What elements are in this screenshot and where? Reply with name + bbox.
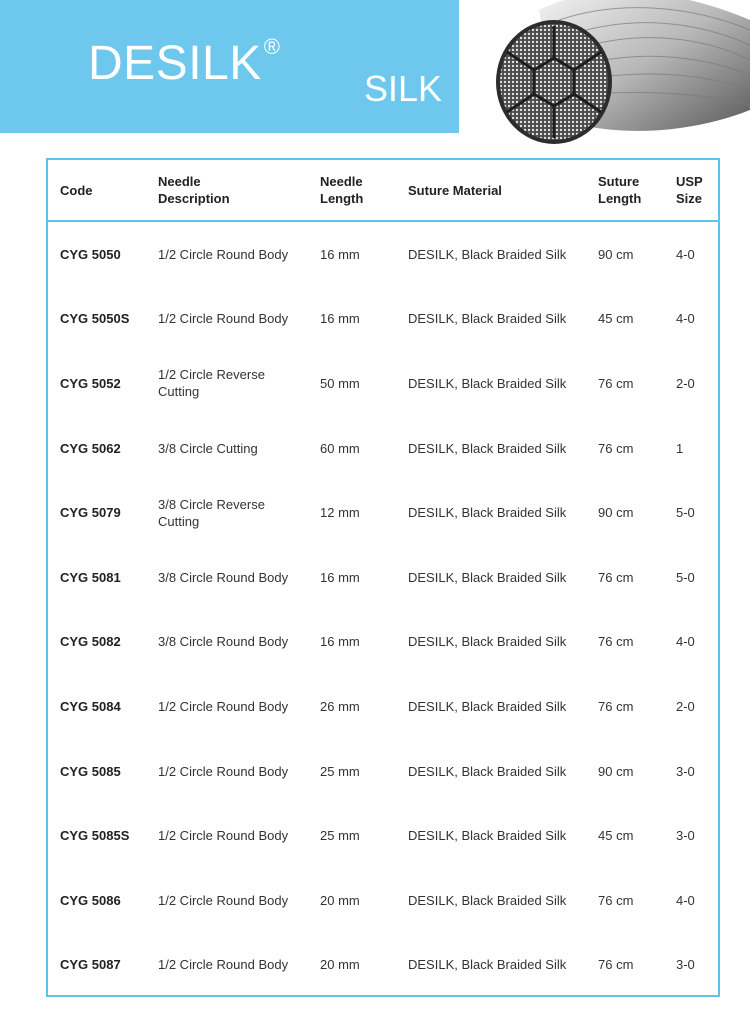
cell-suture-length: 45 cm <box>598 311 634 327</box>
table-row <box>48 545 718 610</box>
cell-suture-length: 90 cm <box>598 246 634 262</box>
cell-usp-size: 2-0 <box>676 698 695 714</box>
cell-suture-material: DESILK, Black Braided Silk <box>408 311 567 327</box>
cell-suture-length: 76 cm <box>598 892 634 908</box>
cell-code: CYG 5086 <box>60 892 121 908</box>
cell-needle-description: 3/8 Circle Reverse Cutting <box>158 496 265 529</box>
cell-needle-length: 12 mm <box>320 505 360 521</box>
cell-usp-size: 5-0 <box>676 505 695 521</box>
cell-suture-length: 90 cm <box>598 763 634 779</box>
cell-needle-length: 20 mm <box>320 957 360 973</box>
cell-usp-size: 3-0 <box>676 828 695 844</box>
table-row <box>48 803 718 868</box>
cell-suture-material: DESILK, Black Braided Silk <box>408 634 567 650</box>
cell-needle-description: 1/2 Circle Round Body <box>158 698 289 714</box>
cell-suture-length: 76 cm <box>598 634 634 650</box>
cell-code: CYG 5050 <box>60 246 121 262</box>
cell-suture-length: 76 cm <box>598 698 634 714</box>
cell-suture-material: DESILK, Black Braided Silk <box>408 763 567 779</box>
table-row <box>48 933 718 998</box>
cell-needle-length: 25 mm <box>320 763 360 779</box>
cell-suture-length: 76 cm <box>598 375 634 391</box>
header-banner <box>0 0 459 133</box>
cell-needle-length: 16 mm <box>320 246 360 262</box>
cell-suture-material: DESILK, Black Braided Silk <box>408 375 567 391</box>
registered-mark: ® <box>263 34 281 59</box>
cell-suture-length: 90 cm <box>598 505 634 521</box>
cell-suture-length: 76 cm <box>598 440 634 456</box>
cell-needle-length: 50 mm <box>320 375 360 391</box>
cell-usp-size: 4-0 <box>676 311 695 327</box>
header-needle-length: Needle Length <box>320 174 364 206</box>
brand-title <box>88 34 281 90</box>
cell-needle-length: 16 mm <box>320 634 360 650</box>
cell-suture-length: 76 cm <box>598 957 634 973</box>
cell-needle-description: 1/2 Circle Round Body <box>158 828 289 844</box>
cell-needle-description: 1/2 Circle Round Body <box>158 957 289 973</box>
cell-needle-length: 16 mm <box>320 311 360 327</box>
cell-needle-description: 1/2 Circle Round Body <box>158 246 289 262</box>
cell-code: CYG 5062 <box>60 440 121 456</box>
cell-suture-material: DESILK, Black Braided Silk <box>408 569 567 585</box>
cell-code: CYG 5081 <box>60 569 121 585</box>
cell-needle-length: 25 mm <box>320 828 360 844</box>
table-row <box>48 480 718 545</box>
table-header <box>48 160 718 222</box>
cell-needle-length: 60 mm <box>320 440 360 456</box>
cell-needle-length: 16 mm <box>320 569 360 585</box>
table-body <box>48 222 718 997</box>
table-row <box>48 739 718 804</box>
cell-needle-length: 26 mm <box>320 698 360 714</box>
cell-suture-material: DESILK, Black Braided Silk <box>408 440 567 456</box>
cell-usp-size: 5-0 <box>676 569 695 585</box>
product-subtitle: SILK <box>364 68 443 109</box>
cell-code: CYG 5085S <box>60 828 130 844</box>
cell-needle-length: 20 mm <box>320 892 360 908</box>
cell-needle-description: 1/2 Circle Reverse Cutting <box>158 367 265 400</box>
table-row <box>48 222 718 287</box>
cell-suture-material: DESILK, Black Braided Silk <box>408 892 567 908</box>
cell-needle-description: 1/2 Circle Round Body <box>158 311 289 327</box>
cell-code: CYG 5079 <box>60 505 121 521</box>
cell-suture-material: DESILK, Black Braided Silk <box>408 246 567 262</box>
table-row <box>48 868 718 933</box>
cell-usp-size: 1 <box>676 440 684 456</box>
cell-code: CYG 5050S <box>60 311 130 327</box>
cell-needle-description: 3/8 Circle Round Body <box>158 634 289 650</box>
cell-usp-size: 4-0 <box>676 634 695 650</box>
header-code: Code <box>60 182 93 198</box>
table-row <box>48 674 718 739</box>
cell-needle-description: 1/2 Circle Round Body <box>158 763 289 779</box>
cell-usp-size: 3-0 <box>676 957 695 973</box>
cell-needle-description: 3/8 Circle Cutting <box>158 440 258 456</box>
cell-usp-size: 2-0 <box>676 375 695 391</box>
cell-suture-material: DESILK, Black Braided Silk <box>408 828 567 844</box>
cell-code: CYG 5085 <box>60 763 121 779</box>
table-row <box>48 351 718 416</box>
header-needle-description: Needle Description <box>158 174 230 206</box>
table-row <box>48 610 718 675</box>
cell-code: CYG 5084 <box>60 698 121 714</box>
cell-suture-material: DESILK, Black Braided Silk <box>408 505 567 521</box>
cell-code: CYG 5052 <box>60 375 121 391</box>
product-table <box>46 158 720 997</box>
cell-needle-description: 3/8 Circle Round Body <box>158 569 289 585</box>
brand-name: DESILK <box>88 37 262 90</box>
cell-usp-size: 3-0 <box>676 763 695 779</box>
cell-usp-size: 4-0 <box>676 892 695 908</box>
cell-suture-material: DESILK, Black Braided Silk <box>408 698 567 714</box>
cell-suture-length: 76 cm <box>598 569 634 585</box>
cell-code: CYG 5082 <box>60 634 121 650</box>
header-suture-length: Suture Length <box>598 174 642 206</box>
header-usp-size: USP Size <box>676 174 703 206</box>
cell-usp-size: 4-0 <box>676 246 695 262</box>
cell-suture-material: DESILK, Black Braided Silk <box>408 957 567 973</box>
braided-suture-cross-section-image <box>459 0 750 150</box>
table-row <box>48 287 718 352</box>
header-suture-material: Suture Material <box>408 182 502 198</box>
cell-code: CYG 5087 <box>60 957 121 973</box>
cell-suture-length: 45 cm <box>598 828 634 844</box>
table-row <box>48 416 718 481</box>
cell-needle-description: 1/2 Circle Round Body <box>158 892 289 908</box>
